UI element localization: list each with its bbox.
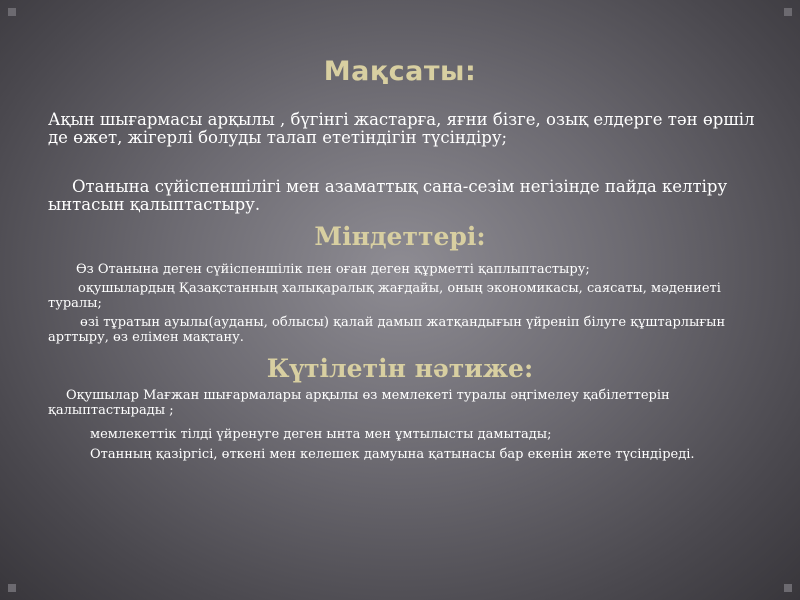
- task-item: Өз Отанына деген сүйіспеншілік пен оған деген құрметті қаплыптастыру;: [76, 262, 590, 277]
- task-item: өзі тұратын ауылы(ауданы, облысы) қалай дамып жатқандығын үйреніп білуге құштарлығын арттыру, өз елімен мақтану.: [48, 315, 726, 345]
- corner-marker-bottom-left: [8, 584, 16, 592]
- corner-marker-bottom-right: [784, 584, 792, 592]
- result-item: мемлекеттік тілді үйренуге деген ынта мен ұмтылысты дамытады;: [90, 427, 552, 442]
- corner-marker-top-left: [8, 8, 16, 16]
- goal-paragraph-1: Ақын шығармасы арқылы , бүгінгі жастарға, яғни бізге, озық елдерге тән өршіл де өжет, жігерлі болуды талап ететіндігін түсіндіру;: [48, 110, 755, 147]
- result-item: Оқушылар Мағжан шығармалары арқылы өз мемлекеті туралы әңгімелеу қабілеттерін қалыптастырады ;: [48, 388, 670, 418]
- result-item: Отанның қазіргісі, өткені мен келешек дамуына қатынасы бар екенін жете түсіндіреді.: [90, 447, 695, 462]
- results-heading: Күтілетін нәтиже:: [266, 354, 534, 383]
- tasks-heading: Міндеттері:: [314, 222, 486, 251]
- goal-paragraph-2: Отанына сүйіспеншілігі мен азаматтық сана-сезім негізінде пайда келтіру ынтасын қалыптастыру.: [48, 177, 728, 214]
- slide-title: Мақсаты:: [323, 56, 477, 87]
- task-item: оқушылардың Қазақстанның халықаралық жағдайы, оның экономикасы, саясаты, мәдениеті туралы;: [48, 281, 721, 311]
- corner-marker-top-right: [784, 8, 792, 16]
